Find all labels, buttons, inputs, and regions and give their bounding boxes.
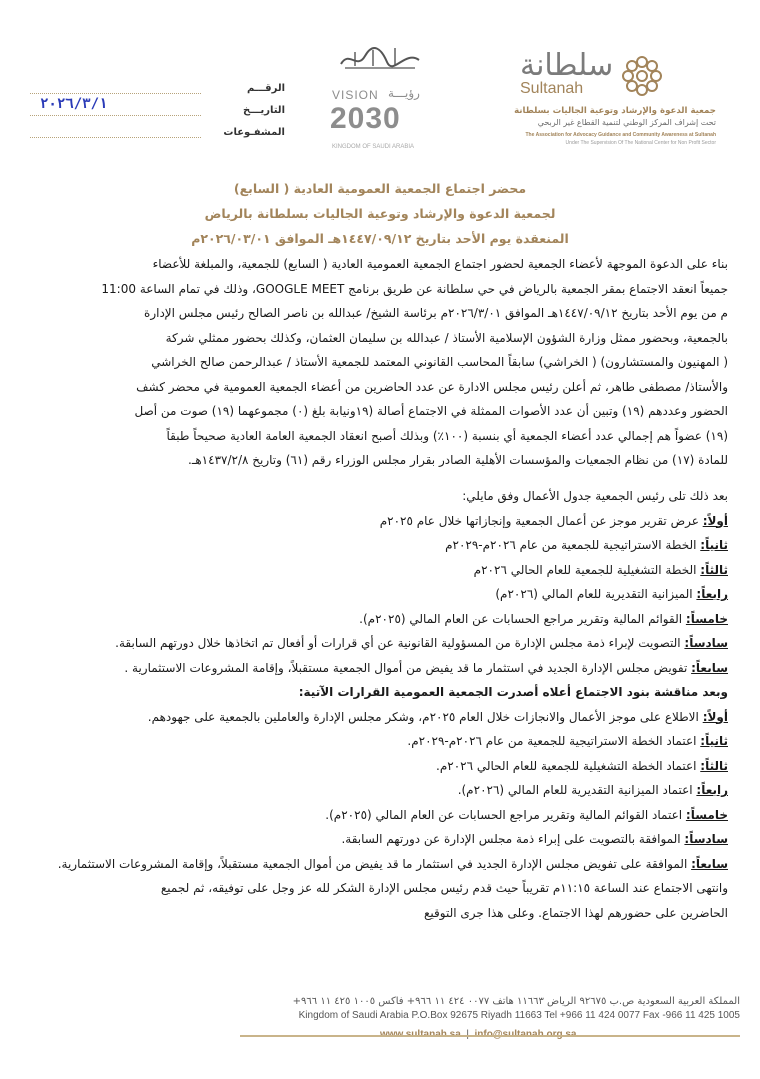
intro-line: (١٩) عضواً هم إجمالي عدد أعضاء الجمعية أي بنسبة (١٠٠٪) وبذلك أصبح انعقاد الجمعية العامة العادية صحيحاً طبقاً	[166, 428, 728, 443]
footer-address-en: Kingdom of Saudi Arabia P.O.Box 92675 Riyadh 11663 Tel +966 11 424 0077 Fax -966 11 425 1005	[298, 1010, 740, 1021]
closing-line: الحاضرين على حضورهم لهذا الاجتماع. وعلى هذا جرى التوقيع	[424, 905, 728, 920]
reference-number-row	[30, 72, 285, 94]
agenda-item: رابعاً: الميزانية التقديرية للعام المالي (٢٠٢٦م)	[495, 587, 728, 601]
reference-number-label: الرقـــم	[246, 83, 285, 94]
reference-date-line	[30, 96, 201, 116]
org-name-en: The Association for Advocacy Guidance and Community Awareness at Sultanah	[525, 132, 716, 138]
decisions-intro: وبعد مناقشة بنود الاجتماع أعلاه أصدرت الجمعية العمومية القرارات الآتية:	[298, 685, 728, 699]
vision-label-en: VISION	[332, 88, 379, 102]
vision-2030-logo	[326, 84, 438, 156]
intro-line: للمادة (١٧) من نظام الجمعيات والمؤسسات الأهلية الصادر بقرار مجلس الوزراء رقم (٦١) وتاريخ ١٤٣٧/٢/٨هـ.	[188, 453, 728, 467]
decision-item: أولاً: الاطلاع على موجز الأعمال والانجازات خلال العام ٢٠٢٥م، وشكر مجلس الإدارة والعاملين بالجمعية على جهودهم.	[147, 709, 728, 724]
intro-line: الحضور وعددهم (١٩) وتبين أن عدد الأصوات الممثلة في الاجتماع أصالة (١٩ونيابة بلغ (٠) مجموعهما (١٩) صوت من أصل	[134, 404, 728, 418]
footer-divider	[240, 1035, 740, 1037]
document-title	[100, 176, 660, 251]
reference-date-label: التاريـــخ	[243, 105, 285, 116]
decision-item: رابعاً: اعتماد الميزانية التقديرية للعام المالي (٢٠٢٦م).	[457, 783, 728, 797]
reference-attachments-label: المشفـوعات	[223, 127, 285, 138]
intro-line: م من يوم الأحد بتاريخ ١٤٤٧/٠٩/١٢هـ الموافق ٢٠٢٦/٣/٠١م برئاسة الشيخ/ عبدالله بن ناصر الصالح رئيس مجلس الإدارة	[144, 306, 728, 320]
org-name-ar: جمعية الدعوة والإرشاد وتوعية الجاليات بسلطانة	[514, 106, 716, 116]
title-line-3: المنعقدة يوم الأحد بتاريخ ١٤٤٧/٠٩/١٢هـ الموافق ٢٠٢٦/٠٣/٠١م	[191, 231, 569, 246]
intro-line: بناء على الدعوة الموجهة لأعضاء الجمعية لحضور اجتماع الجمعية العمومية العادية ( السابع) للجمعية، والمبلغة للأعضاء	[152, 257, 728, 271]
reference-attachments-row	[30, 116, 285, 138]
reference-block	[30, 72, 285, 138]
basmala-calligraphy	[335, 42, 425, 76]
intro-line: والأستاذ/ مصطفى طاهر، ثم أعلن رئيس مجلس الادارة عن عدد الحاضرين من أعضاء الجمعية العمومية في محضر كشف	[136, 379, 728, 394]
title-line-2: لجمعية الدعوة والإرشاد وتوعية الجاليات بسلطانة بالرياض	[204, 206, 556, 221]
agenda-item: أولاً: عرض تقرير موجز عن أعمال الجمعية وإنجازاتها خلال عام ٢٠٢٥م	[379, 513, 728, 528]
floral-emblem-icon	[618, 52, 666, 100]
decision-item: ثانياً: اعتماد الخطة الاستراتيجية للجمعية من عام ٢٠٢٦م-٢٠٢٩م.	[407, 734, 728, 748]
agenda-and-decisions	[28, 484, 728, 925]
reference-attachments-line	[30, 125, 201, 138]
org-supervision-en: Under The Supervision Of The National Center for Non Profit Sector	[565, 140, 716, 146]
footer-address-ar: المملكة العربية السعودية ص.ب ٩٢٦٧٥ الرياض ١١٦٦٣ هاتف ٠٠٧٧ ٤٢٤ ١١ ٩٦٦+ فاكس ١٠٠٥ ٤٢٥ ١١ ٩٦٦+	[292, 996, 740, 1007]
brand-name-en: Sultanah	[520, 80, 584, 97]
org-supervision-ar: تحت إشراف المركز الوطني لتنمية القطاع غير الربحي	[537, 118, 716, 127]
intro-line: جميعاً انعقد الاجتماع بمقر الجمعية بالرياض في حي سلطانة عن طريق برنامج GOOGLE MEET، وذلك في تمام الساعة 11:00	[101, 281, 728, 296]
agenda-item: ثانياً: الخطة الاستراتيجية للجمعية من عام ٢٠٢٦م-٢٠٢٩م	[445, 538, 728, 552]
sultanah-logo	[480, 48, 720, 158]
vision-year: 2030	[330, 102, 401, 135]
agenda-item: ثالثاً: الخطة التشغيلية للجمعية للعام الحالي ٢٠٢٦م	[473, 562, 728, 577]
intro-line: بالجمعية، وبحضور ممثل وزارة الشؤون الإسلامية الأستاذ / عبدالله بن سليمان العثمان، وكذلك بحضور ممثلي شركة	[165, 330, 728, 345]
reference-number-line	[30, 81, 201, 94]
brand-name-ar: سلطانة	[520, 48, 614, 83]
vision-country: KINGDOM OF SAUDI ARABIA	[332, 144, 415, 150]
decision-item: خامساً: اعتماد القوائم المالية وتقرير مراجع الحسابات عن العام المالي (٢٠٢٥م).	[325, 807, 728, 822]
closing-line: وانتهى الاجتماع عند الساعة ١١:١٥م تقريباً حيث قدم رئيس مجلس الإدارة الشكر لله عز وجل على توفيقه، ثم لجميع	[160, 881, 728, 895]
basmala-icon	[335, 42, 425, 76]
intro-line: ( المهنيون والمستشارون) ( الخراشي) سابقاً المحاسب القانوني المعتمد للجمعية الأستاذ / عبدالرحمن صالح الخراشي	[151, 355, 728, 369]
agenda-intro: بعد ذلك تلى رئيس الجمعية جدول الأعمال وفق مايلي:	[462, 489, 728, 503]
agenda-item: سابعاً: تفويض مجلس الإدارة الجديد في استثمار ما قد يفيض من أموال الجمعية مستقبلاً، وإقامة المشروعات الاستثمارية .	[124, 660, 728, 675]
agenda-item: خامساً: القوائم المالية وتقرير مراجع الحسابات عن العام المالي (٢٠٢٥م).	[359, 611, 728, 626]
vision-label-ar: رؤيـــة	[388, 86, 420, 100]
reference-date-row	[30, 94, 285, 116]
agenda-item: سادساً: التصويت لإبراء ذمة مجلس الإدارة من المسؤولية القانونية عن أي قرارات أو أفعال تم اتخاذها خلال دورتهم السابقة.	[115, 636, 728, 650]
decision-item: ثالثاً: اعتماد الخطة التشغيلية للجمعية للعام الحالي ٢٠٢٦م.	[436, 758, 728, 773]
title-line-1: محضر اجتماع الجمعية العمومية العادية ( السابع)	[233, 181, 527, 196]
decision-item: سادساً: الموافقة بالتصويت على إبراء ذمة مجلس الإدارة عن دورتهم السابقة.	[341, 832, 728, 846]
letterhead-footer	[240, 996, 740, 1040]
decision-item: سابعاً: الموافقة على تفويض مجلس الإدارة الجديد في استثمار ما قد يفيض من أموال الجمعية مستقبلاً، وإقامة المشروعات الاستثمارية.	[57, 856, 728, 871]
reference-date-value: ٢٠٢٦/٣/١	[40, 96, 108, 112]
intro-paragraph	[28, 252, 728, 473]
